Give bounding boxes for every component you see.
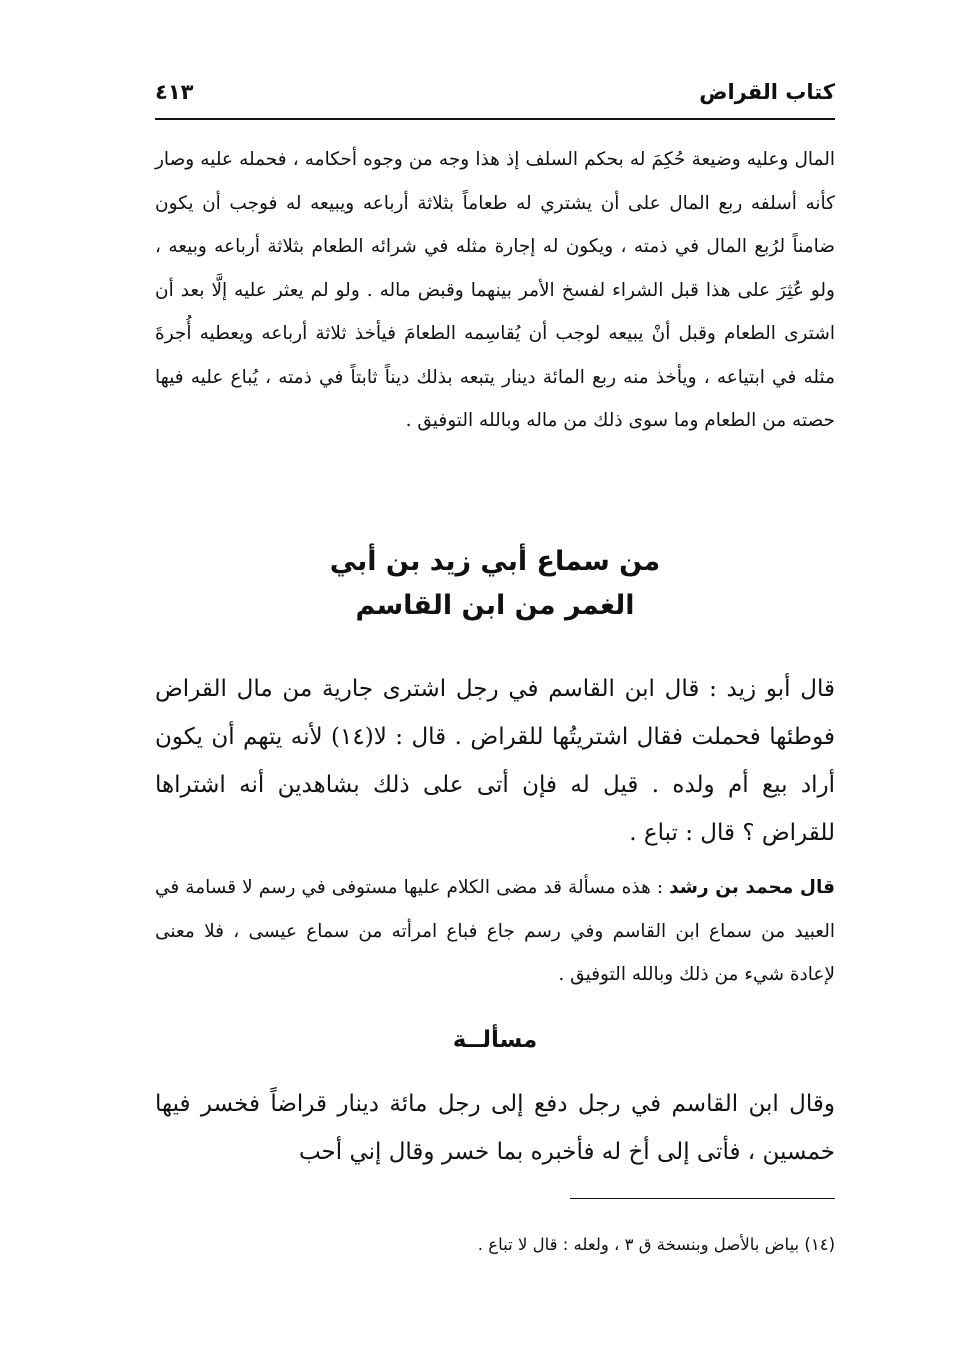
section-heading: [155, 540, 835, 628]
page-number: ٤١٣: [155, 80, 194, 104]
paragraph-issue: [155, 1080, 835, 1176]
section-heading-line: من سماع أبي زيد بن أبي: [329, 546, 661, 577]
footnote-divider: [570, 1198, 835, 1199]
footnote: [155, 1230, 835, 1260]
paragraph-continuation: [155, 138, 835, 443]
issue-heading: [155, 1020, 835, 1060]
paragraph-text: : هذه مسألة قد مضى الكلام عليها مستوفى في رسم لا قسامة في العبيد من سماع ابن القاسم وفي رسم جاع فباع امرأته من سماع عيسى ، فلا معنى لإعادة شيء من ذلك وبالله التوفيق .: [155, 877, 835, 985]
footnote-text: (١٤) بياض بالأصل وبنسخة ق ٣ ، ولعله : قال لا تباع .: [477, 1235, 835, 1254]
paragraph-text: المال وعليه وضيعة حُكِمَ له بحكم السلف إذ هذا وجه من وجوه أحكامه ، فحمله عليه وصار كأنه أسلفه ربع المال على أن يشتري له طعاماً بثلاثة أرباعه ويبيعه له فوجب أن يكون ضامناً لرُبع المال في ذمته ، ويكون له إجارة مثله في شرائه الطعام بثلاثة أرباعه وبيعه ، ولو عُثِرَ على هذا قبل الشراء لفسخ الأمر بينهما وقبض ماله . ولو لم يعثر عليه إلَّا بعد أن اشترى الطعام وقبل أنْ يبيعه لوجب أن يُقاسِمه الطعامَ فيأخذ ثلاثة أرباعه ويعطيه أُجرةَ مثله في ابتياعه ، ويأخذ منه ربع المائة دينار يتبعه بذلك ديناً ثابتاً في ذمته ، يُباع عليه فيها حصته من الطعام وما سوى ذلك من ماله وبالله التوفيق .: [155, 149, 835, 431]
issue-heading-text: مسألــة: [452, 1027, 538, 1053]
speaker-name: قال محمد بن رشد: [669, 877, 835, 898]
chapter-title: كتاب القراض: [699, 80, 835, 104]
paragraph-text: قال أبو زيد : قال ابن القاسم في رجل اشترى جارية من مال القراض فوطئها فحملت فقال اشتريتُها للقراض . قال : لا(١٤) لأنه يتهم أن يكون أراد بيع أم ولده . قيل له فإن أتى على ذلك بشاهدين أنه اشتراها للقراض ؟ قال : تباع .: [155, 676, 835, 846]
section-heading-line: الغمر من ابن القاسم: [355, 590, 635, 621]
page-header: [155, 72, 835, 112]
paragraph-ibn-rushd: [155, 866, 835, 997]
paragraph-text: وقال ابن القاسم في رجل دفع إلى رجل مائة دينار قراضاً فخسر فيها خمسين ، فأتى إلى أخ له فأخبره بما خسر وقال إني أحب: [155, 1091, 835, 1165]
paragraph-abu-zayd: [155, 665, 835, 857]
header-divider: [155, 118, 835, 120]
